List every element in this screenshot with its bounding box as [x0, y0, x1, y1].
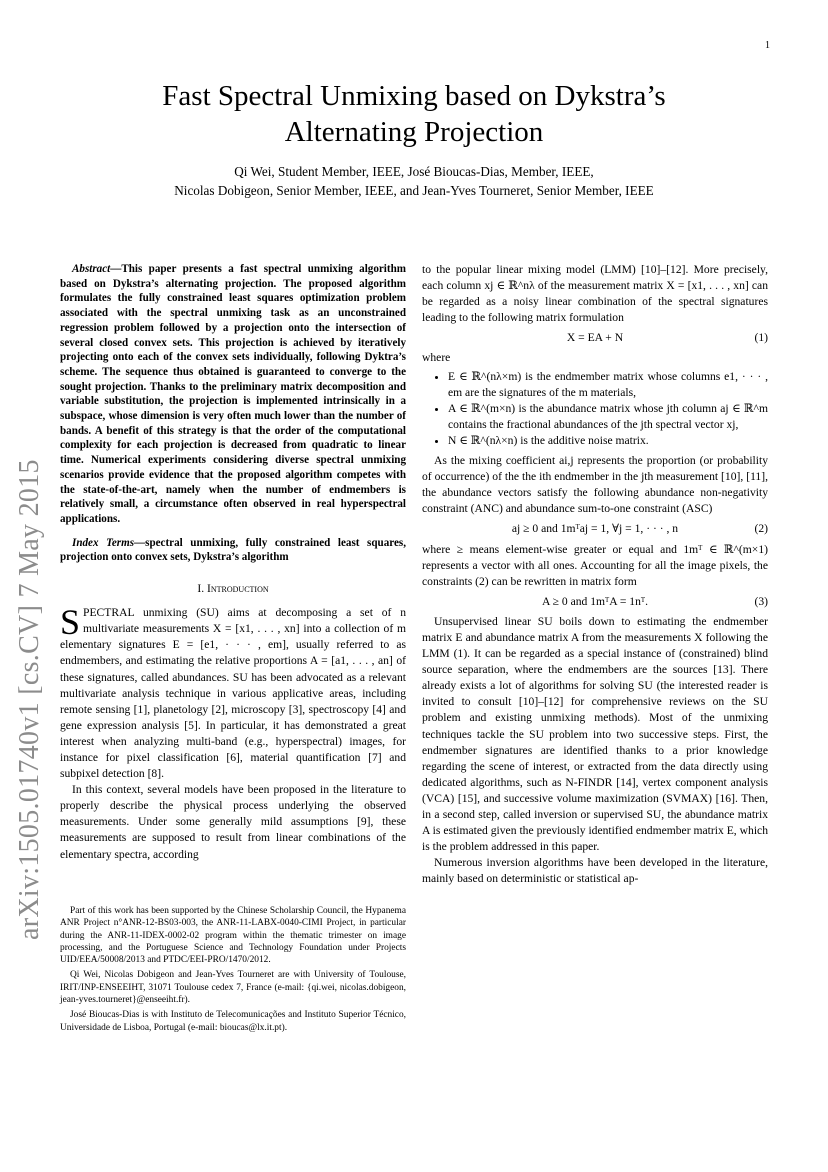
- equation-3: [422, 594, 768, 610]
- index-terms-text: —spectral unmixing, fully constrained least squares, projection onto convex sets, Dykstra’s algorithm: [60, 536, 406, 564]
- page-number: 1: [765, 40, 770, 51]
- abstract-label: Abstract: [72, 263, 111, 275]
- title-block: [60, 78, 768, 200]
- equation-1: [422, 330, 768, 346]
- right-paragraph-4: Unsupervised linear SU boils down to estimating the endmember matrix E and abundance matrix A from the measurements X following the LMM (1). It can be regarded as a special instance of (constrained) blind source separation, where the endmembers are the sources [13]. There already exists a lot of algorithms for solving SU (the interested reader is invited to consult [10]–[12] for comprehensive reviews on the SU problem and existing unmixing methods). Most of the unmixing techniques tackle the SU problem into two successive steps. First, the endmember signatures are identified thanks to a prior knowledge regarding the scene of interest, or extracted from the data directly using dedicated algorithms, such as N-FINDR [14], vertex component analysis (VCA) [15], and successive volume maximization (SVMAX) [16]. Then, in a second step, called inversion or supervised SU, the abundance matrix A is estimated given the previously identified endmember matrix E, which is the problem addressed in this paper.: [422, 614, 768, 854]
- authors: [60, 162, 768, 200]
- intro-paragraph-1-text: PECTRAL unmixing (SU) aims at decomposing a set of n multivariate measurements X = [x1, . . . , xn] into a collection of m elementary signatures E = [e1, · · · , em], usually referred to as endmembers, and estimating the relative proportions A = [a1, . . . , an] of these signatures, called abundances. SU has been advocated as a relevant multivariate analysis technique in various applicative areas, including remote sensing [1], planetology [2], microscopy [3], spectroscopy [4] and gene expression analysis [5]. In particular, it has demonstrated a great interest when analyzing multi-band (e.g., hyperspectral) images, for instance for pixel classification [6], material quantification [7] and subpixel detection [8].: [60, 606, 406, 781]
- right-paragraph-3: where ≥ means element-wise greater or equal and 1mᵀ ∈ ℝ^(m×1) represents a vector with all ones. Accounting for all the image pixels, the constraints (2) can be rewritten in matrix form: [422, 542, 768, 588]
- where-label: where: [422, 351, 451, 365]
- right-paragraph-2: As the mixing coefficient ai,j represents the proportion (or probability of occurrence) of the the ith endmember in the jth measurement [10], [11], the abundance vectors satisfy the following abundance non-negativity constraint (ANC) and abundance sum-to-one constraint (ASC): [422, 454, 768, 516]
- footnotes: [60, 905, 406, 1037]
- left-column: [60, 262, 406, 863]
- equation-2-number: (2): [754, 522, 768, 536]
- definition-list: [422, 369, 768, 449]
- equation-1-body: X = EA + N: [566, 331, 624, 345]
- equation-1-number: (1): [754, 331, 768, 345]
- section-heading: I. Introduction: [197, 582, 269, 596]
- index-terms: [60, 536, 406, 565]
- footnote-affiliation-1: Qi Wei, Nicolas Dobigeon and Jean-Yves Tourneret are with University of Toulouse, IRIT/INP-ENSEEIHT, 31071 Toulouse cedex 7, France (e-mail: {qi.wei, nicolas.dobigeon, jean-yves.tourneret}@enseeiht.fr).: [60, 970, 406, 1006]
- definition-item: • A ∈ ℝ^(m×n) is the abundance matrix whose jth column aj ∈ ℝ^m contains the fractional abundances of the jth spectral vector xj,: [448, 401, 768, 433]
- footnote-funding: Part of this work has been supported by the Chinese Scholarship Council, the Hypanema ANR Project n°ANR-12-BS03-003, the ANR-11-LABX-0040-CIMI Project, in particular during the ANR-11-IDEX-0002-02 program within the thematic trimester on image processing, and the Portuguese Science and Technology Foundation under Projects UID/EEA/50008/2013 and PTDC/EEI-PRO/1470/2012.: [60, 906, 406, 966]
- equation-3-body: A ≥ 0 and 1mᵀA = 1nᵀ.: [541, 594, 648, 608]
- abstract-text: —This paper presents a fast spectral unmixing algorithm based on Dykstra’s alternating projection. The proposed algorithm formulates the fully constrained least squares optimization problem associated with the spectral unmixing task as an unconstrained regression problem followed by a projection onto the intersection of several closed convex sets. This projection is achieved by iteratively projecting onto each of the convex sets individually, following Dyktra’s scheme. The sequence thus obtained is guaranteed to converge to the sought projection. Thanks to the preliminary matrix decomposition and variable substitution, the projection is implemented intrinsically in a subspace, whose dimension is very often much lower than the number of bands. A benefit of this strategy is that the order of the computational complexity for each projection is decreased from quadratic to linear time. Numerical experiments considering diverse spectral unmixing scenarios provide evidence that the proposed algorithm competes with the state-of-the-art, namely when the number of endmembers is relatively small, a circumstance often observed in real hyperspectral applications.: [60, 263, 406, 525]
- title-line-1: Fast Spectral Unmixing based on Dykstra’s: [162, 80, 666, 112]
- dropcap: S: [60, 602, 81, 643]
- footnote-affiliation-2: José Bioucas-Dias is with Instituto de Telecomunicações and Instituto Superior Técnico, Universidade de Lisboa, Portugal (e-mail: bioucas@lx.it.pt).: [60, 1010, 406, 1033]
- equation-2-body: aj ≥ 0 and 1mᵀaj = 1, ∀j = 1, · · · , n: [511, 522, 679, 536]
- paper-title: [60, 78, 768, 150]
- definition-item: • E ∈ ℝ^(nλ×m) is the endmember matrix whose columns e1, · · · , em are the signatures of the m materials,: [448, 369, 768, 401]
- right-paragraph-1: to the popular linear mixing model (LMM) [10]–[12]. More precisely, each column xj ∈ ℝ^nλ of the measurement matrix X = [x1, . . . , xn] can be regarded as a noisy linear combination of the spectral signatures leading to the following matrix formulation: [422, 263, 768, 325]
- abstract: [60, 262, 406, 527]
- intro-paragraph-2: In this context, several models have been proposed in the literature to properly describe the physical process underlying the observed measurements. Under some generally mild assumptions [9], these measurements are supposed to result from linear combinations of the elementary spectra, according: [60, 783, 406, 861]
- index-terms-label: Index Terms: [72, 536, 135, 549]
- right-column: [422, 262, 768, 887]
- intro-paragraph-1: [60, 602, 406, 782]
- definition-item: • N ∈ ℝ^(nλ×n) is the additive noise matrix.: [448, 433, 768, 449]
- equation-2: [422, 521, 768, 537]
- arxiv-stamp: arXiv:1505.01740v1 [cs.CV] 7 May 2015: [14, 459, 45, 940]
- title-line-2: Alternating Projection: [284, 116, 544, 148]
- authors-line-2: Nicolas Dobigeon, Senior Member, IEEE, and Jean-Yves Tourneret, Senior Member, IEEE: [174, 183, 654, 198]
- authors-line-1: Qi Wei, Student Member, IEEE, José Bioucas-Dias, Member, IEEE,: [234, 164, 594, 179]
- right-paragraph-5: Numerous inversion algorithms have been developed in the literature, mainly based on deterministic or statistical ap-: [422, 856, 768, 886]
- equation-3-number: (3): [754, 594, 768, 608]
